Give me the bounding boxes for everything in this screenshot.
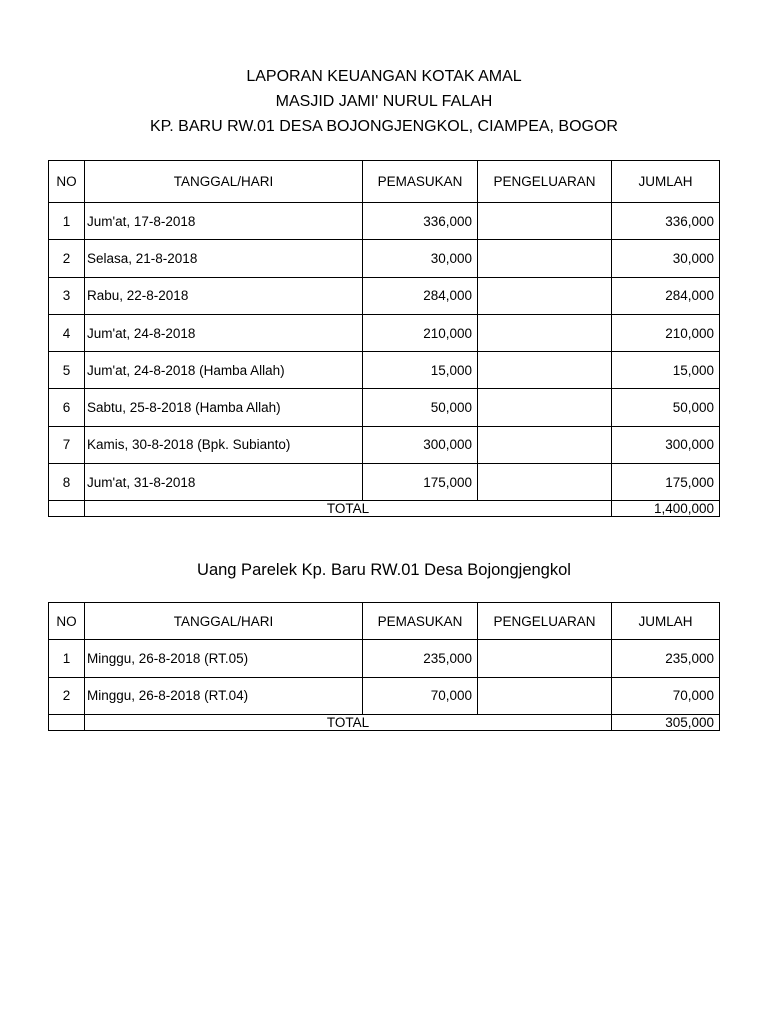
- row-income: 15,000: [363, 352, 478, 389]
- table-row: [49, 314, 720, 351]
- row-expense: [478, 352, 612, 389]
- row-date: Kamis, 30-8-2018 (Bpk. Subianto): [85, 426, 363, 463]
- title-line-1: LAPORAN KEUANGAN KOTAK AMAL: [246, 68, 522, 85]
- row-expense: [478, 464, 612, 501]
- header-expense: PENGELUARAN: [478, 161, 612, 203]
- total-row: [49, 501, 720, 517]
- table-body: [49, 203, 720, 501]
- row-income: 210,000: [363, 314, 478, 351]
- total-row: [49, 714, 720, 730]
- row-income: 300,000: [363, 426, 478, 463]
- table-row: [49, 277, 720, 314]
- table-row: [49, 426, 720, 463]
- row-expense: [478, 314, 612, 351]
- row-number: 4: [49, 314, 85, 351]
- header-date: TANGGAL/HARI: [85, 161, 363, 203]
- table-row: [49, 203, 720, 240]
- row-total: 15,000: [612, 352, 720, 389]
- row-date: Minggu, 26-8-2018 (RT.05): [85, 640, 363, 677]
- row-income: 175,000: [363, 464, 478, 501]
- report-title: [0, 64, 768, 139]
- row-date: Sabtu, 25-8-2018 (Hamba Allah): [85, 389, 363, 426]
- table-row: [49, 640, 720, 677]
- table-body: [49, 640, 720, 715]
- row-number: 7: [49, 426, 85, 463]
- row-number: 1: [49, 203, 85, 240]
- table-row: [49, 677, 720, 714]
- table-row: [49, 352, 720, 389]
- header-no: NO: [49, 161, 85, 203]
- row-expense: [478, 277, 612, 314]
- header-date: TANGGAL/HARI: [85, 603, 363, 640]
- donation-box-table: [48, 160, 720, 517]
- row-expense: [478, 240, 612, 277]
- row-expense: [478, 677, 612, 714]
- row-income: 336,000: [363, 203, 478, 240]
- total-label: TOTAL: [85, 501, 612, 517]
- row-expense: [478, 203, 612, 240]
- row-income: 50,000: [363, 389, 478, 426]
- table-header-row: [49, 161, 720, 203]
- row-number: 3: [49, 277, 85, 314]
- row-income: 30,000: [363, 240, 478, 277]
- row-total: 300,000: [612, 426, 720, 463]
- table-row: [49, 389, 720, 426]
- row-date: Minggu, 26-8-2018 (RT.04): [85, 677, 363, 714]
- table-row: [49, 240, 720, 277]
- header-income: PEMASUKAN: [363, 603, 478, 640]
- row-expense: [478, 640, 612, 677]
- row-total: 70,000: [612, 677, 720, 714]
- row-number: 2: [49, 677, 85, 714]
- total-label: TOTAL: [85, 714, 612, 730]
- header-total: JUMLAH: [612, 161, 720, 203]
- total-empty-cell: [49, 501, 85, 517]
- row-expense: [478, 389, 612, 426]
- row-expense: [478, 426, 612, 463]
- total-value: 305,000: [612, 714, 720, 730]
- row-total: 336,000: [612, 203, 720, 240]
- header-expense: PENGELUARAN: [478, 603, 612, 640]
- total-empty-cell: [49, 714, 85, 730]
- row-date: Jum'at, 24-8-2018 (Hamba Allah): [85, 352, 363, 389]
- parelek-table: [48, 602, 720, 731]
- row-date: Jum'at, 31-8-2018: [85, 464, 363, 501]
- row-total: 235,000: [612, 640, 720, 677]
- row-total: 30,000: [612, 240, 720, 277]
- header-income: PEMASUKAN: [363, 161, 478, 203]
- row-income: 235,000: [363, 640, 478, 677]
- row-total: 175,000: [612, 464, 720, 501]
- table-header-row: [49, 603, 720, 640]
- section-subtitle: Uang Parelek Kp. Baru RW.01 Desa Bojongjengkol: [197, 561, 571, 579]
- row-number: 1: [49, 640, 85, 677]
- row-date: Jum'at, 17-8-2018: [85, 203, 363, 240]
- row-date: Rabu, 22-8-2018: [85, 277, 363, 314]
- row-total: 284,000: [612, 277, 720, 314]
- row-income: 70,000: [363, 677, 478, 714]
- row-number: 8: [49, 464, 85, 501]
- row-total: 50,000: [612, 389, 720, 426]
- total-value: 1,400,000: [612, 501, 720, 517]
- row-number: 5: [49, 352, 85, 389]
- row-income: 284,000: [363, 277, 478, 314]
- title-line-2: MASJID JAMI' NURUL FALAH: [275, 93, 493, 110]
- row-number: 2: [49, 240, 85, 277]
- row-date: Jum'at, 24-8-2018: [85, 314, 363, 351]
- row-total: 210,000: [612, 314, 720, 351]
- header-total: JUMLAH: [612, 603, 720, 640]
- table-row: [49, 464, 720, 501]
- title-line-3: KP. BARU RW.01 DESA BOJONGJENGKOL, CIAMPEA, BOGOR: [150, 118, 618, 135]
- row-number: 6: [49, 389, 85, 426]
- row-date: Selasa, 21-8-2018: [85, 240, 363, 277]
- header-no: NO: [49, 603, 85, 640]
